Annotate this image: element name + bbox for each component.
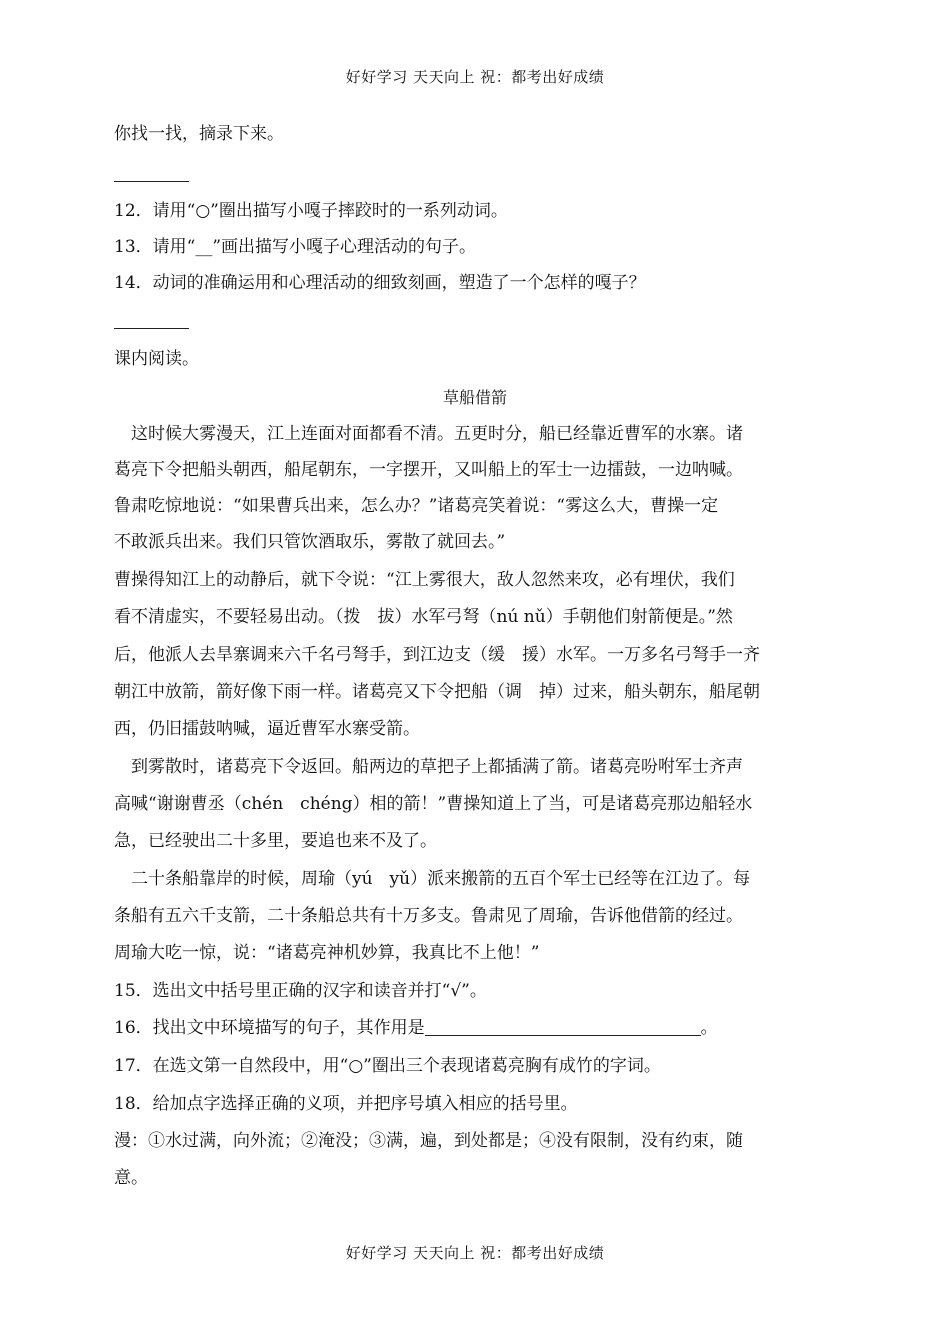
passage-line: 二十条船靠岸的时候，周瑜（yú yǔ）派来搬箭的五百个军士已经等在江边了。每	[114, 869, 751, 889]
passage-line: 看不清虚实，不要轻易出动。（拨 拔）水军弓弩（nú nǔ）手朝他们射箭便是。”然	[114, 607, 733, 627]
passage-line: 朝江中放箭，箭好像下雨一样。诸葛亮又下令把船（调 掉）过来，船头朝东，船尾朝	[114, 682, 760, 702]
question-13: 13．请用“__”画出描写小嘎子心理活动的句子。	[114, 237, 477, 257]
passage-line: 曹操得知江上的动静后，就下令说：“江上雾很大，敌人忽然来攻，必有埋伏，我们	[114, 570, 735, 590]
passage-line: 到雾散时，诸葛亮下令返回。船两边的草把子上都插满了箭。诸葛亮吩咐军士齐声	[114, 757, 743, 777]
passage-line: 这时候大雾漫天，江上连面对面都看不清。五更时分，船已经靠近曹军的水寨。诸	[114, 424, 743, 444]
passage-line: 不敢派兵出来。我们只管饮酒取乐，雾散了就回去。”	[114, 532, 506, 552]
passage-line: 高喊“谢谢曹丞（chén chéng）相的箭！”曹操知道上了当，可是诸葛亮那边船轻水	[114, 794, 753, 814]
question-18: 18．给加点字选择正确的义项，并把序号填入相应的括号里。	[114, 1094, 578, 1114]
answer-blank[interactable]	[425, 1017, 701, 1036]
passage-line: 西，仍旧擂鼓呐喊，逼近曹军水寨受箭。	[114, 719, 420, 739]
page-header: 好好学习 天天向上 祝：都考出好成绩	[345, 68, 605, 86]
passage-line: 葛亮下令把船头朝西，船尾朝东，一字摆开，又叫船上的军士一边擂鼓，一边呐喊。	[114, 460, 743, 480]
definition-man-cont: 意。	[114, 1168, 148, 1188]
answer-blank-line	[114, 181, 189, 182]
page-footer: 好好学习 天天向上 祝：都考出好成绩	[345, 1244, 605, 1262]
passage-title: 草船借箭	[442, 388, 507, 407]
passage-line: 后，他派人去旱寨调来六千名弓弩手，到江边支（缓 援）水军。一万多名弓弩手一齐	[114, 645, 760, 665]
passage-line: 急，已经驶出二十多里，要追也来不及了。	[114, 831, 437, 851]
question-17: 17．在选文第一自然段中，用“○”圈出三个表现诸葛亮胸有成竹的字词。	[114, 1056, 661, 1076]
section-intro: 课内阅读。	[114, 349, 199, 369]
question-16	[114, 1016, 718, 1040]
passage-line: 周瑜大吃一惊，说：“诸葛亮神机妙算，我真比不上他！”	[114, 943, 540, 963]
text-line: 你找一找，摘录下来。	[114, 124, 284, 144]
passage-line: 鲁肃吃惊地说：“如果曹兵出来，怎么办？”诸葛亮笑着说：“雾这么大，曹操一定	[114, 496, 719, 516]
question-14: 14．动词的准确运用和心理活动的细致刻画，塑造了一个怎样的嘎子？	[114, 273, 646, 293]
question-16-end: 。	[700, 1018, 718, 1038]
definition-man: 漫：①水过满，向外流；②淹没；③满，遍，到处都是；④没有限制，没有约束，随	[114, 1131, 743, 1151]
answer-blank-line	[114, 328, 189, 329]
question-12: 12．请用“○”圈出描写小嘎子摔跤时的一系列动词。	[114, 201, 508, 221]
passage-line: 条船有五六千支箭，二十条船总共有十万多支。鲁肃见了周瑜，告诉他借箭的经过。	[114, 906, 743, 926]
question-16-text: 16．找出文中环境描写的句子，其作用是	[114, 1018, 425, 1038]
question-15: 15．选出文中括号里正确的汉字和读音并打“√”。	[114, 981, 487, 1001]
